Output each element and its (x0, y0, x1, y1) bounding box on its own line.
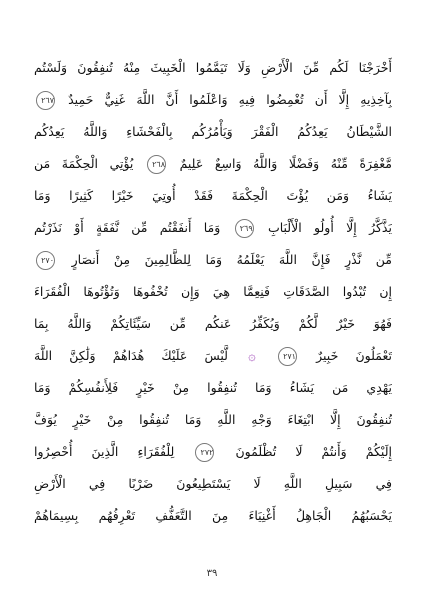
text-line (34, 500, 392, 532)
line-text: يُؤْتِي الْحِكْمَةَ مَن (34, 156, 134, 171)
line-text: يَذَّكَّرُ إِلَّا أُولُو الْأَلْبَابِ (267, 220, 392, 235)
text-line (34, 116, 392, 148)
ayah-marker-270: ٢٧٠ (36, 251, 55, 270)
text-line (34, 404, 392, 436)
text-line (34, 244, 392, 276)
text-line (34, 84, 392, 116)
line-text: أَخْرَجْنَا لَكُم مِّنَ الْأَرْضِ وَلَا تَيَمَّمُوا الْخَبِيثَ مِنْهُ تُنفِقُونَ وَلَسْتُم (34, 60, 392, 75)
line-text: مَّغْفِرَةً مِّنْهُ وَفَضْلًا وَاللَّهُ وَاسِعٌ عَلِيمٌ (179, 156, 392, 171)
line-text: مِّن نَّذْرٍ فَإِنَّ اللَّهَ يَعْلَمُهُ وَمَا لِلظَّالِمِينَ مِنْ أَنصَارٍ (71, 252, 392, 267)
line-text: فَهُوَ خَيْرٌ لَّكُمْ وَيُكَفِّرُ عَنكُم مِّن سَيِّئَاتِكُمْ وَاللَّهُ بِمَا (34, 316, 392, 331)
text-line (34, 308, 392, 340)
text-line (34, 180, 392, 212)
line-text: لَّيْسَ عَلَيْكَ هُدَاهُمْ وَلَٰكِنَّ اللَّهَ (34, 348, 228, 363)
line-text: لِلْفُقَرَاءِ الَّذِينَ أُحْصِرُوا (34, 444, 175, 459)
line-text: يَحْسَبُهُمُ الْجَاهِلُ أَغْنِيَاءَ مِنَ التَّعَفُّفِ تَعْرِفُهُم بِسِيمَاهُمْ (34, 508, 392, 523)
text-line (34, 212, 392, 244)
text-line (34, 372, 392, 404)
text-line (34, 468, 392, 500)
line-text: تُنفِقُونَ إِلَّا ابْتِغَاءَ وَجْهِ اللَّهِ وَمَا تُنفِقُوا مِنْ خَيْرٍ يُوَفَّ (34, 412, 392, 427)
text-line (34, 276, 392, 308)
line-text: الشَّيْطَانُ يَعِدُكُمُ الْفَقْرَ وَيَأْمُرُكُم بِالْفَحْشَاءِ وَاللَّهُ يَعِدُكُم (34, 124, 392, 139)
text-line (34, 436, 392, 468)
ayah-marker-268: ٢٦٨ (147, 155, 166, 174)
line-text: فِي سَبِيلِ اللَّهِ لَا يَسْتَطِيعُونَ ضَرْبًا فِي الْأَرْضِ (34, 476, 392, 491)
ayah-marker-271: ٢٧١ (278, 347, 297, 366)
ayah-marker-269: ٢٦٩ (235, 219, 254, 238)
quran-text-block (34, 52, 392, 564)
ayah-marker-272: ٢٧٢ (195, 443, 214, 462)
hizb-marker-icon: ۞ (248, 348, 256, 364)
line-text: بِآخِذِيهِ إِلَّا أَن تُغْمِضُوا فِيهِ وَاعْلَمُوا أَنَّ اللَّهَ غَنِيٌّ حَمِيدٌ (68, 92, 392, 107)
text-line (34, 340, 392, 372)
line-text: تَعْمَلُونَ خَبِيرٌ (316, 348, 392, 363)
line-text: وَمَا أَنفَقْتُم مِّن نَّفَقَةٍ أَوْ نَذَرْتُم (34, 220, 221, 235)
text-line (34, 52, 392, 84)
line-text: يَشَاءُ وَمَن يُؤْتَ الْحِكْمَةَ فَقَدْ أُوتِيَ خَيْرًا كَثِيرًا وَمَا (34, 188, 392, 203)
line-text: إِلَيْكُمْ وَأَنتُمْ لَا تُظْلَمُونَ (235, 444, 392, 459)
page-number: ٣٩ (206, 568, 218, 579)
line-text: يَهْدِي مَن يَشَاءُ وَمَا تُنفِقُوا مِنْ خَيْرٍ فَلِأَنفُسِكُمْ وَمَا (34, 380, 392, 395)
ayah-marker-267: ٢٦٧ (36, 91, 55, 110)
line-text: إِن تُبْدُوا الصَّدَقَاتِ فَنِعِمَّا هِيَ وَإِن تُخْفُوهَا وَتُؤْتُوهَا الْفُقَرَاءَ (34, 284, 392, 299)
text-line (34, 148, 392, 180)
